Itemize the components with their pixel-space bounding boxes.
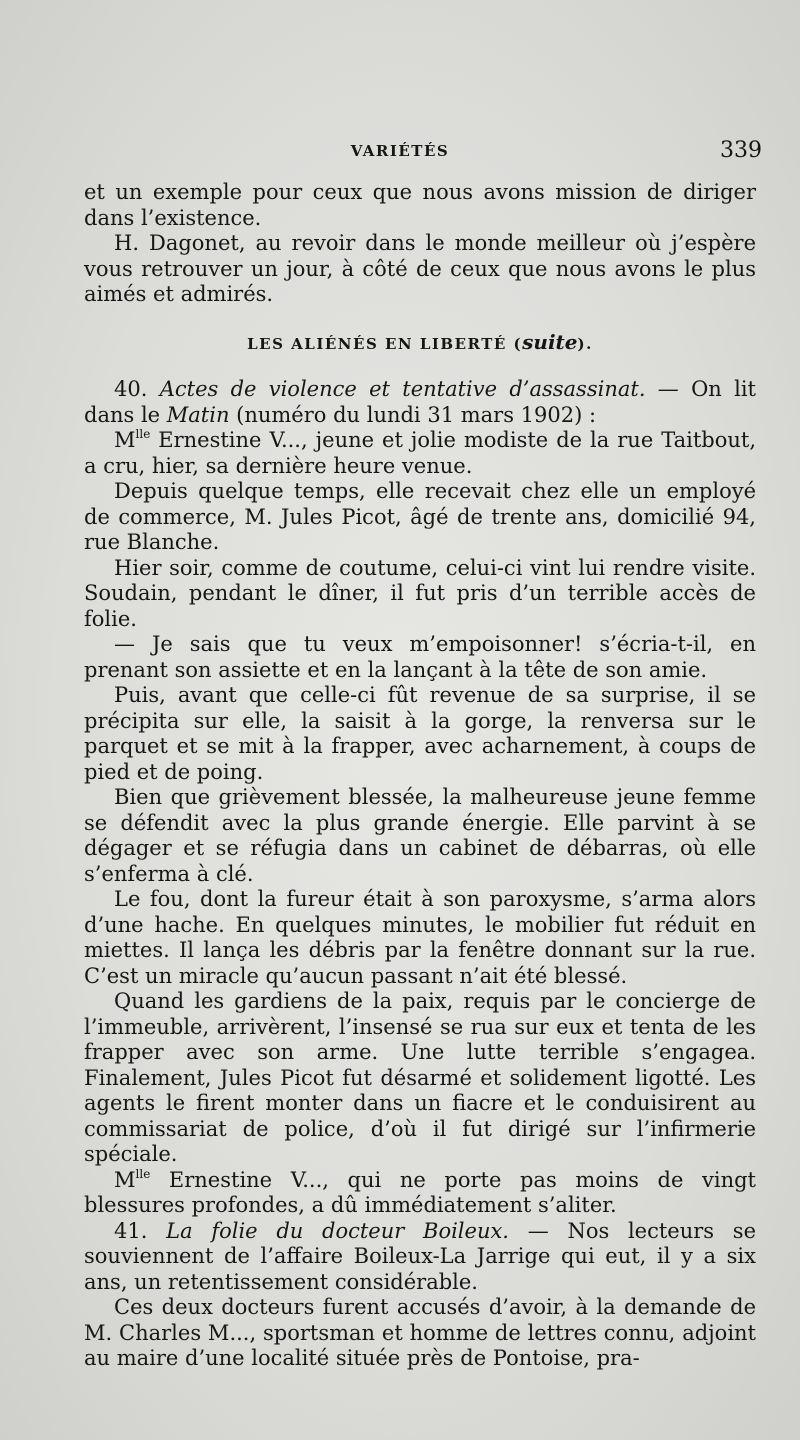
title-prefix: M bbox=[114, 428, 136, 452]
item-40-title: Actes de violence et tentative d’assassinat. bbox=[159, 377, 646, 401]
item-41-text: — Nos lecteurs se souviennent de l’affaire Boileux-La Jarrige qui eut, il y a six ans, un retentissement considérable. bbox=[84, 1218, 756, 1294]
item-40-newspaper: Matin bbox=[166, 402, 230, 427]
item-40-paragraph-2: Depuis quelque temps, elle recevait chez elle un employé de commerce, M. Jules Picot, âgé de trente ans, domicilié 94, rue Blanche. bbox=[84, 479, 756, 554]
title-superscript: lle bbox=[135, 1166, 151, 1181]
item-40-paragraph-9 bbox=[84, 1168, 756, 1219]
page-body bbox=[84, 180, 756, 1372]
item-40-paragraph-4: — Je sais que tu veux m’empoisonner! s’écria-t-il, en prenant son assiette et en la lançant à la tête de son amie. bbox=[84, 632, 756, 682]
item-40-heading bbox=[84, 377, 756, 428]
item-40-paragraph-3: Hier soir, comme de coutume, celui-ci vint lui rendre visite. Soudain, pendant le dîner, il fut pris d’un terrible accès de folie. bbox=[84, 555, 756, 631]
paragraph-text: Ernestine V..., jeune et jolie modiste de la rue Taitbout, a cru, hier, sa dernière heure venue. bbox=[84, 428, 756, 478]
item-41-paragraph-2: Ces deux docteurs furent accusés d’avoir, à la demande de M. Charles M..., sportsman et homme de lettres connu, adjoint au maire d’une localité située près de Pontoise, pra- bbox=[84, 1295, 756, 1370]
intro-paragraph-2: H. Dagonet, au revoir dans le monde meilleur où j’espère vous retrouver un jour, à côté de ceux que nous avons le plus aimés et admirés. bbox=[84, 231, 756, 306]
section-title-end: ). bbox=[577, 334, 593, 353]
title-prefix: M bbox=[114, 1167, 136, 1192]
paragraph-text: Ernestine V..., qui ne porte pas moins de vingt blessures profondes, a dû immédiatement s’aliter. bbox=[84, 1167, 756, 1217]
section-title bbox=[84, 330, 756, 358]
item-40-paragraph-8: Quand les gardiens de la paix, requis par le concierge de l’immeuble, arrivèrent, l’insensé se rua sur eux et tenta de les frapper avec son arme. Une lutte terrible s’engagea. Finalement, Jules Picot fut désarmé et solidement ligotté. Les agents le firent monter dans un fiacre et le conduisirent au commissariat de police, d’où il fut dirigé sur l’infirmerie spéciale. bbox=[84, 989, 756, 1166]
item-41-number: 41. bbox=[114, 1218, 148, 1243]
title-superscript: lle bbox=[135, 427, 151, 441]
item-40-lead: — On lit dans le bbox=[84, 377, 756, 427]
item-40-paragraph-7: Le fou, dont la fureur était à son paroxysme, s’arma alors d’une hache. En quelques minutes, le mobilier fut réduit en miettes. Il lança les débris par la fenêtre donnant sur la rue. C’est un miracle qu’aucun passant n’ait été blessé. bbox=[84, 887, 756, 988]
intro-paragraph-1: et un exemple pour ceux que nous avons mission de diriger dans l’existence. bbox=[84, 180, 756, 230]
item-40-number: 40. bbox=[114, 377, 148, 401]
running-head: VARIÉTÉS bbox=[350, 142, 450, 160]
item-40-paragraph-5: Puis, avant que celle-ci fût revenue de sa surprise, il se précipita sur elle, la saisit à la gorge, la renversa sur le parquet et se mit à la frapper, avec acharnement, à coups de pied et de poing. bbox=[84, 683, 756, 784]
section-title-suite: suite bbox=[522, 329, 578, 354]
item-41-heading bbox=[84, 1219, 756, 1296]
item-40-paragraph-6: Bien que grièvement blessée, la malheureuse jeune femme se défendit avec la plus grande énergie. Elle parvint à se dégager et se réfugia dans un cabinet de débarras, où elle s’enferma à clé. bbox=[84, 785, 756, 886]
item-40-lead-end: (numéro du lundi 31 mars 1902) : bbox=[229, 402, 597, 427]
section-title-main: LES ALIÉNÉS EN LIBERTÉ ( bbox=[247, 334, 523, 353]
page-header bbox=[0, 138, 800, 168]
item-41-title: La folie du docteur Boileux. bbox=[166, 1218, 509, 1243]
page-number: 339 bbox=[720, 138, 762, 163]
item-40-paragraph-1 bbox=[84, 428, 756, 479]
